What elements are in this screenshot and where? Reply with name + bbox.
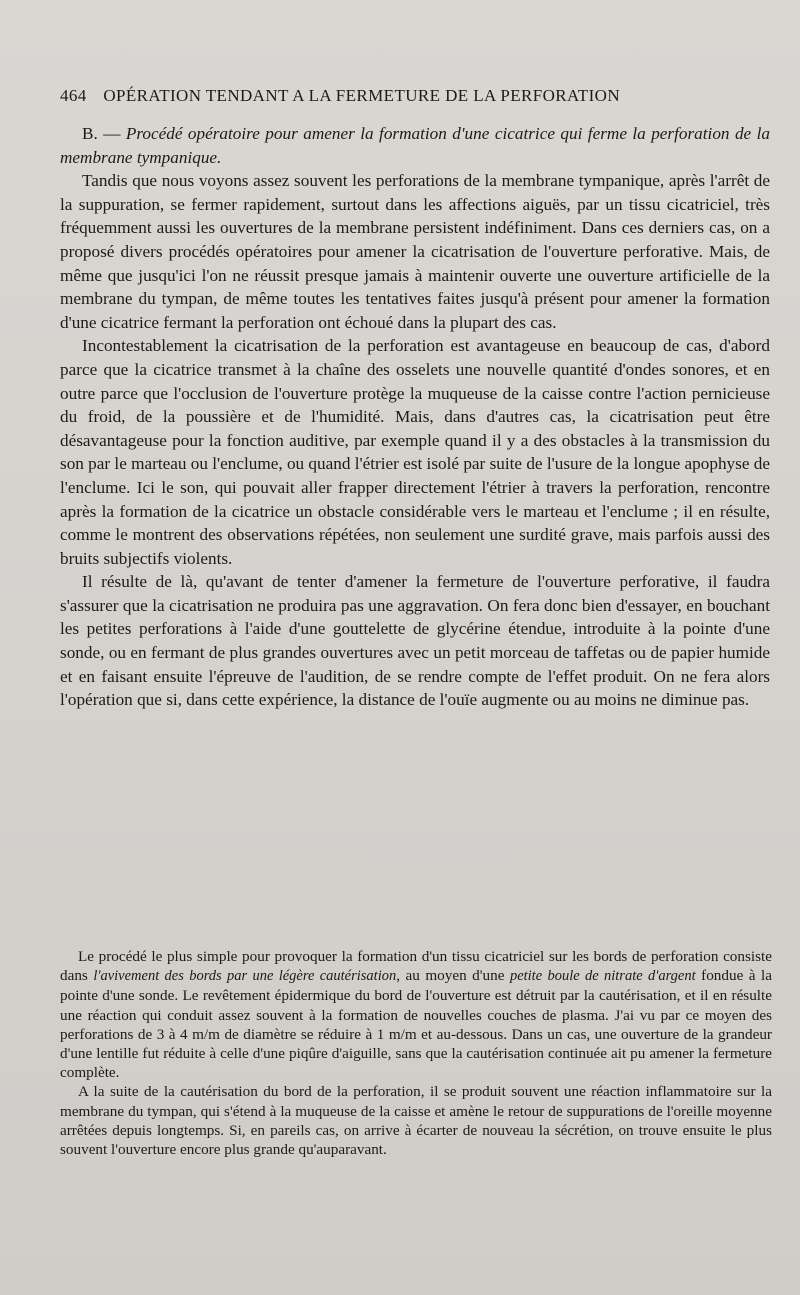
running-title: OPÉRATION TENDANT A LA FERMETURE DE LA PERFORATION xyxy=(103,86,621,105)
note-text: fondue à la pointe d'une sonde. Le revêtement épidermique du bord de l'ouverture est détruit par la cautérisation, et il en résulte une réaction qui conduit assez souvent à la formation de nouvelles couches de plasma. J'ai vu par ce moyen des perforations de 3 à 4 m/m de diamètre se réduire à 1 m/m et au-dessous. Dans un cas, une ouverture de la grandeur d'une lentille fut réduite à celle d'une piqûre d'aiguille, sans que la cautérisation continuée ait pu amener la fermeture complète. xyxy=(60,967,772,1082)
note-text: Le procédé le plus simple pour provoquer la formation d'un tissu cicatriciel sur les bords de perforation consiste dans xyxy=(60,948,772,985)
paragraph-3: Il résulte de là, qu'avant de tenter d'amener la fermeture de l'ouverture perforative, il faudra s'assurer que la cicatrisation ne produira pas une aggravation. On fera donc bien d'essayer, en bouchant les petites perforations à l'aide d'une gouttelette de glycérine étendue, introduite à la pointe d'une sonde, ou en fermant de plus grandes ouvertures avec un petit morceau de taffetas ou de papier humide et en faisant ensuite l'épreuve de l'audition, de se rendre compte de l'effet produit. On ne fera alors l'opération que si, dans cette expérience, la distance de l'ouïe augmente ou au moins ne diminue pas. xyxy=(60,572,770,710)
page-number: 464 xyxy=(60,86,87,105)
note-emphasis: l'avivement des bords par une légère cautérisation xyxy=(93,968,397,985)
note-paragraph-1 xyxy=(60,947,772,1082)
main-text xyxy=(60,122,770,712)
running-header xyxy=(60,86,750,106)
section-label: B. — xyxy=(82,124,126,143)
paragraph-2: Incontestablement la cicatrisation de la perforation est avantageuse en beaucoup de cas, d'abord parce que la cicatrice transmet à la chaîne des osselets une nouvelle quantité d'ondes sonores, et en outre parce que l'occlusion de l'ouverture protège la muqueuse de la caisse contre l'action pernicieuse du froid, de la poussière et de l'humidité. Mais, dans d'autres cas, la cicatrisation peut être désavantageuse pour la fonction auditive, par exemple quand il y a des obstacles à la transmission du son par le marteau ou l'enclume, ou quand l'étrier est isolé par suite de l'usure de la longue apophyse de l'enclume. Ici le son, qui pouvait aller frapper directement l'étrier à travers la perforation, rencontre après la formation de la cicatrice un obstacle considérable vers le marteau et l'enclume ; il en résulte, comme le montrent des observations répétées, non seulement une surdité grave, mais parfois aussi des bruits subjectifs violents. xyxy=(60,336,770,568)
small-print-notes xyxy=(60,947,772,1159)
section-title: Procédé opératoire pour amener la formation d'une cicatrice qui ferme la perforation de la membrane tympanique. xyxy=(60,124,771,167)
note-paragraph-2: A la suite de la cautérisation du bord de la perforation, il se produit souvent une réaction inflammatoire sur la membrane du tympan, qui s'étend à la muqueuse de la caisse et amène le retour de suppurations de l'oreille moyenne arrêtées depuis longtemps. Si, en pareils cas, on arrive à écarter de nouveau la sécrétion, on trouve ensuite le plus souvent l'ouverture encore plus grande qu'auparavant. xyxy=(60,1083,772,1159)
note-emphasis: petite boule de nitrate d'argent xyxy=(509,968,696,985)
note-text: , au moyen d'une xyxy=(396,967,510,985)
paragraph-1: Tandis que nous voyons assez souvent les perforations de la membrane tympanique, après l'arrêt de la suppuration, se fermer rapidement, surtout dans les affections aiguës, par un tissu cicatriciel, très fréquemment aussi les ouvertures de la membrane persistent indéfiniment. Dans ces derniers cas, on a proposé divers procédés opératoires pour amener la cicatrisation de l'ouverture perforative. Mais, de même que jusqu'ici l'on ne réussit presque jamais à maintenir ouverte une ouverture artificielle de la membrane du tympan, de même toutes les tentatives faites jusqu'à présent pour amener la formation d'une cicatrice fermant la perforation ont échoué dans la plupart des cas. xyxy=(60,171,770,332)
section-heading xyxy=(60,122,770,169)
